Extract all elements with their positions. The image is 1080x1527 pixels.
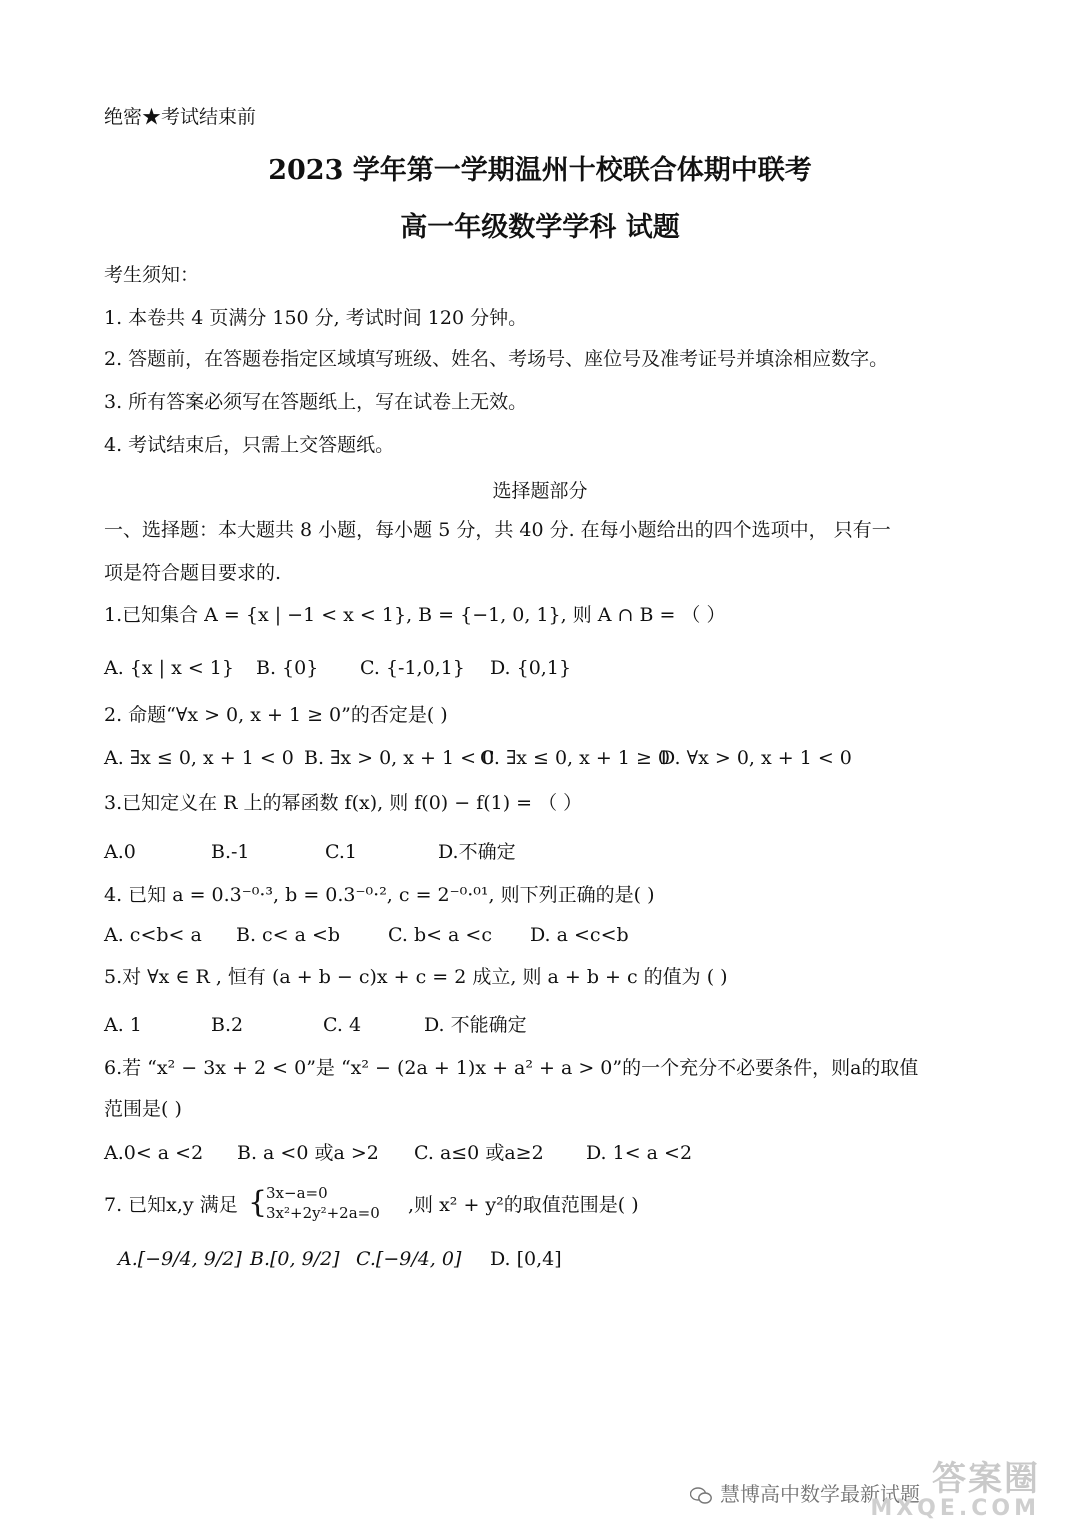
option-b: B. a <0 或a >2 bbox=[237, 1142, 379, 1164]
question-stem: 3.已知定义在 R 上的幂函数 f(x), 则 f(0) − f(1) = （ ） bbox=[104, 792, 583, 814]
option-b: B.-1 bbox=[211, 841, 250, 863]
option-a: A.[−9/4, 9/2] bbox=[118, 1248, 242, 1270]
question-stem: 6.若 “x² − 3x + 2 < 0”是 “x² − (2a + 1)x + a² + a > 0”的一个充分不必要条件，则a的取值 bbox=[104, 1057, 919, 1079]
option-a: A.0 bbox=[104, 841, 136, 863]
question-stem: 4. 已知 a = 0.3⁻⁰·³, b = 0.3⁻⁰·², c = 2⁻⁰·⁰¹, 则下列正确的是( ) bbox=[104, 884, 655, 906]
watermark-logo: 答案圈 bbox=[932, 1459, 1040, 1499]
exam-subtitle: 高一年级数学学科 试题 bbox=[400, 212, 680, 243]
section-intro: 项是符合题目要求的. bbox=[104, 562, 282, 584]
notice-item: 4. 考试结束后，只需上交答题纸。 bbox=[104, 434, 395, 456]
option-c: C. b< a <c bbox=[388, 924, 492, 946]
question-stem: 7. 已知x,y 满足 bbox=[104, 1194, 238, 1216]
notice-heading: 考生须知： bbox=[104, 264, 200, 286]
option-d: D. ∀x > 0, x + 1 < 0 bbox=[660, 747, 852, 769]
option-c: C. ∃x ≤ 0, x + 1 ≥ 0 bbox=[480, 747, 671, 769]
question-stem-cont: 范围是( ) bbox=[104, 1098, 182, 1120]
option-a: A. c<b< a bbox=[104, 924, 202, 946]
option-c: C. a≤0 或a≥2 bbox=[414, 1142, 544, 1164]
section-name: 选择题部分 bbox=[492, 480, 588, 502]
option-b: B.[0, 9/2] bbox=[250, 1248, 340, 1270]
watermark-site: MXQE.COM bbox=[870, 1496, 1040, 1521]
notice-item: 1. 本卷共 4 页满分 150 分, 考试时间 120 分钟。 bbox=[104, 307, 528, 329]
system-equation: 3x−a=0 bbox=[266, 1184, 328, 1202]
option-d: D. 1< a <2 bbox=[586, 1142, 693, 1164]
notice-item: 3. 所有答案必须写在答题纸上，写在试卷上无效。 bbox=[104, 391, 528, 413]
option-a: A. 1 bbox=[104, 1014, 142, 1036]
option-b: B. c< a <b bbox=[236, 924, 341, 946]
watermark-text: 慧博高中数学最新试题 bbox=[720, 1482, 920, 1506]
question-stem: 5.对 ∀x ∈ R , 恒有 (a + b − c)x + c = 2 成立, 则 a + b + c 的值为 ( ) bbox=[104, 966, 728, 988]
option-b: B. {0} bbox=[256, 657, 319, 679]
option-d: D. a <c<b bbox=[530, 924, 629, 946]
brace-symbol: { bbox=[248, 1185, 268, 1220]
option-d: D. 不能确定 bbox=[424, 1014, 527, 1036]
question-stem: 1.已知集合 A = {x | −1 < x < 1}, B = {−1, 0, 1}, 则 A ∩ B = （ ） bbox=[104, 604, 726, 626]
option-c: C.1 bbox=[325, 841, 357, 863]
wechat-icon bbox=[690, 1487, 712, 1505]
option-d: D.不确定 bbox=[438, 841, 516, 863]
option-a: A. {x | x < 1} bbox=[104, 657, 234, 679]
system-equation: 3x²+2y²+2a=0 bbox=[266, 1204, 380, 1222]
notice-item: 2. 答题前，在答题卷指定区域填写班级、姓名、考场号、座位号及准考证号并填涂相应数字。 bbox=[104, 348, 889, 370]
exam-title: 2023 学年第一学期温州十校联合体期中联考 bbox=[268, 155, 812, 186]
question-stem: 2. 命题“∀x > 0, x + 1 ≥ 0”的否定是( ) bbox=[104, 704, 448, 726]
option-d: D. [0,4] bbox=[490, 1248, 562, 1270]
question-stem-cont: ,则 x² + y²的取值范围是( ) bbox=[408, 1194, 639, 1216]
option-a: A.0< a <2 bbox=[104, 1142, 204, 1164]
option-c: C. 4 bbox=[323, 1014, 362, 1036]
option-c: C.[−9/4, 0] bbox=[356, 1248, 462, 1270]
watermark bbox=[720, 1451, 1040, 1521]
section-intro: 一、选择题：本大题共 8 小题，每小题 5 分，共 40 分. 在每小题给出的四个选项中， 只有一 bbox=[104, 519, 891, 541]
option-b: B. ∃x > 0, x + 1 < 0 bbox=[304, 747, 495, 769]
option-c: C. {-1,0,1} bbox=[360, 657, 465, 679]
option-b: B.2 bbox=[211, 1014, 244, 1036]
option-d: D. {0,1} bbox=[490, 657, 572, 679]
confidential-label: 绝密★考试结束前 bbox=[104, 106, 257, 128]
option-a: A. ∃x ≤ 0, x + 1 < 0 bbox=[104, 747, 294, 769]
